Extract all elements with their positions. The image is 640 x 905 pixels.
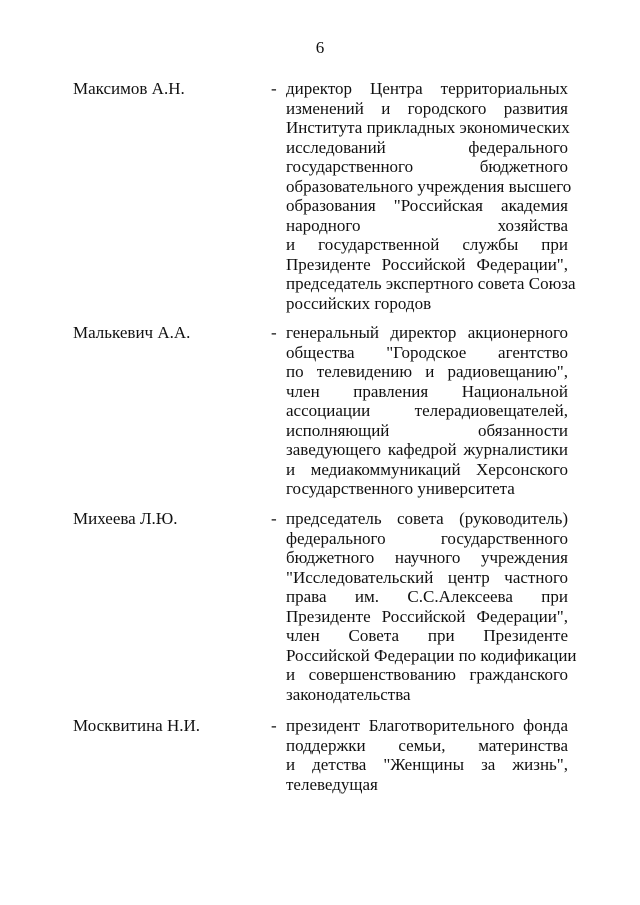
person-description	[286, 509, 577, 704]
description-line: и детства "Женщины за жизнь",	[286, 755, 568, 774]
description-line: директор Центра территориальных	[286, 79, 568, 98]
person-name: Михеева Л.Ю.	[73, 509, 178, 528]
description-line: поддержки семьи, материнства	[286, 735, 568, 755]
description-line: российских городов	[286, 293, 432, 313]
description-line: бюджетного научного учреждения	[286, 548, 568, 567]
description-line: генеральный директор акционерного	[286, 323, 568, 342]
list-dash: -	[271, 509, 277, 528]
description-line: народного хозяйства	[286, 215, 568, 235]
description-line: права им. С.С.Алексеева при	[286, 587, 568, 606]
description-line: председатель экспертного совета Союза	[286, 274, 576, 293]
list-dash: -	[271, 79, 277, 98]
description-line: телеведущая	[286, 774, 378, 794]
list-dash: -	[271, 323, 277, 342]
description-line: Президенте Российской Федерации",	[286, 606, 568, 626]
description-line: исследований федерального	[286, 137, 568, 157]
description-line: исполняющий обязанности	[286, 420, 568, 440]
page-number: 6	[315, 38, 325, 57]
description-line: Института прикладных экономических	[286, 118, 570, 137]
description-line: Президенте Российской Федерации",	[286, 254, 568, 274]
description-line: заведующего кафедрой журналистики	[286, 440, 568, 459]
description-line: законодательства	[286, 684, 411, 704]
description-line: образования "Российская академия	[286, 196, 568, 215]
description-line: государственного бюджетного	[286, 157, 568, 176]
description-line: член правления Национальной	[286, 381, 568, 401]
person-description	[286, 79, 576, 313]
description-line: член Совета при Президенте	[286, 626, 568, 645]
person-description	[286, 323, 568, 499]
description-line: и медиакоммуникаций Херсонского	[286, 459, 568, 479]
description-line: президент Благотворительного фонда	[286, 716, 568, 735]
description-line: федерального государственного	[286, 528, 568, 548]
person-name: Москвитина Н.И.	[73, 716, 201, 735]
person-name: Максимов А.Н.	[73, 79, 185, 98]
description-line: изменений и городского развития	[286, 98, 568, 118]
description-line: и совершенствованию гражданского	[286, 665, 568, 684]
person-description	[286, 716, 568, 794]
list-dash: -	[271, 716, 277, 735]
description-line: и государственной службы при	[286, 235, 568, 254]
description-line: Российской Федерации по кодификации	[286, 645, 577, 665]
description-line: государственного университета	[286, 479, 515, 498]
description-line: по телевидению и радиовещанию",	[286, 362, 568, 381]
description-line: ассоциации телерадиовещателей,	[286, 401, 568, 420]
description-line: образовательного учреждения высшего	[286, 176, 572, 196]
description-line: общества "Городское агентство	[286, 342, 568, 362]
person-name: Малькевич А.А.	[73, 323, 191, 342]
description-line: председатель совета (руководитель)	[286, 509, 568, 528]
description-line: "Исследовательский центр частного	[286, 567, 568, 587]
